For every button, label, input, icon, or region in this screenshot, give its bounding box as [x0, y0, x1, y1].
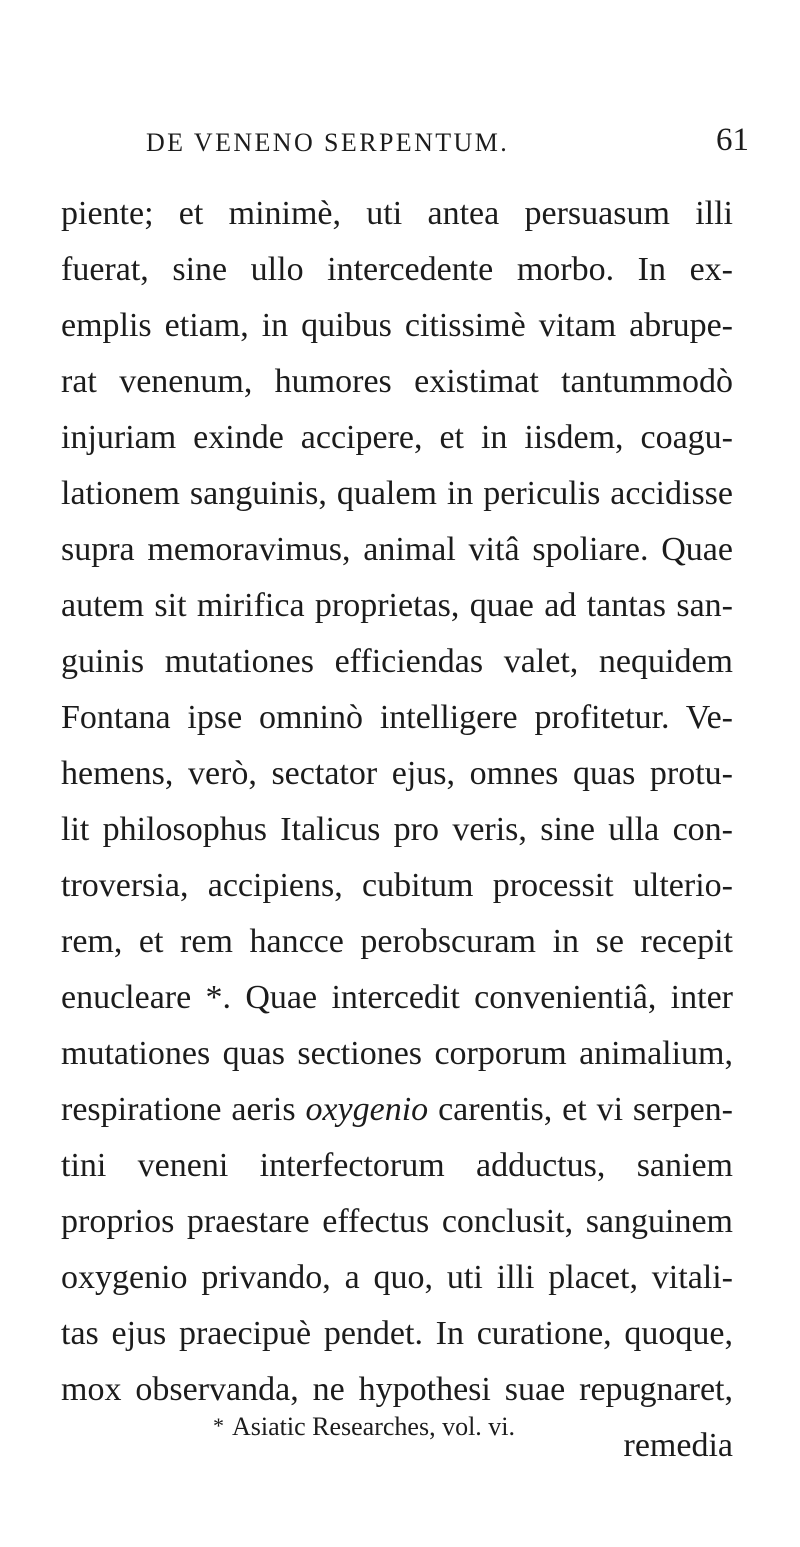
text-line: mox observanda, ne hypothesi suae repugnaret, [61, 1371, 733, 1408]
text-line: lationem sanguinis, qualem in periculis accidisse [61, 475, 733, 512]
text-line: troversia, accipiens, cubitum processit ulterio- [61, 867, 733, 904]
running-title: DE VENENO SERPENTUM. [146, 128, 510, 157]
catchword: remedia [623, 1427, 733, 1464]
text-line: mutationes quas sectiones corporum animalium, [61, 1035, 733, 1072]
running-head [0, 122, 800, 168]
text-line: piente; et minimè, uti antea persuasum illi [61, 195, 733, 232]
text-line: oxygenio privando, a quo, uti illi placet, vitali- [61, 1259, 733, 1296]
text-line: injuriam exinde accipere, et in iisdem, coagu- [61, 419, 733, 456]
text-line: tini veneni interfectorum adductus, saniem [61, 1147, 733, 1184]
text-line: rem, et rem hancce perobscuram in se recepit [61, 923, 733, 960]
text-line: emplis etiam, in quibus citissimè vitam abrupe- [61, 307, 733, 344]
text-line-with-italic [61, 1082, 733, 1138]
text-line: rat venenum, humores existimat tantummodò [61, 363, 733, 400]
body-text [61, 186, 733, 1474]
text-line: enucleare *. Quae intercedit convenientiâ, inter [61, 979, 733, 1016]
text-line: Fontana ipse omninò intelligere profitetur. Ve- [61, 699, 733, 736]
text-segment: respiratione aeris [61, 1091, 306, 1128]
text-line: guinis mutationes efficiendas valet, nequidem [61, 643, 733, 680]
footnote [213, 1412, 515, 1442]
page-number: 61 [716, 122, 749, 158]
text-line: fuerat, sine ullo intercedente morbo. In ex- [61, 251, 733, 288]
text-line: hemens, verò, sectator ejus, omnes quas protu- [61, 755, 733, 792]
text-line: supra memoravimus, animal vitâ spoliare. Quae [61, 531, 733, 568]
text-line: autem sit mirifica proprietas, quae ad tantas san- [61, 587, 733, 624]
text-line: tas ejus praecipuè pendet. In curatione, quoque, [61, 1315, 733, 1352]
italic-term: oxygenio [305, 1091, 429, 1128]
text-line: lit philosophus Italicus pro veris, sine ulla con- [61, 811, 733, 848]
footnote-marker: * [213, 1413, 224, 1438]
text-segment: carentis, et vi serpen- [428, 1091, 733, 1128]
footnote-text: Asiatic Researches, vol. vi. [232, 1412, 516, 1441]
text-line: proprios praestare effectus conclusit, sanguinem [61, 1203, 733, 1240]
